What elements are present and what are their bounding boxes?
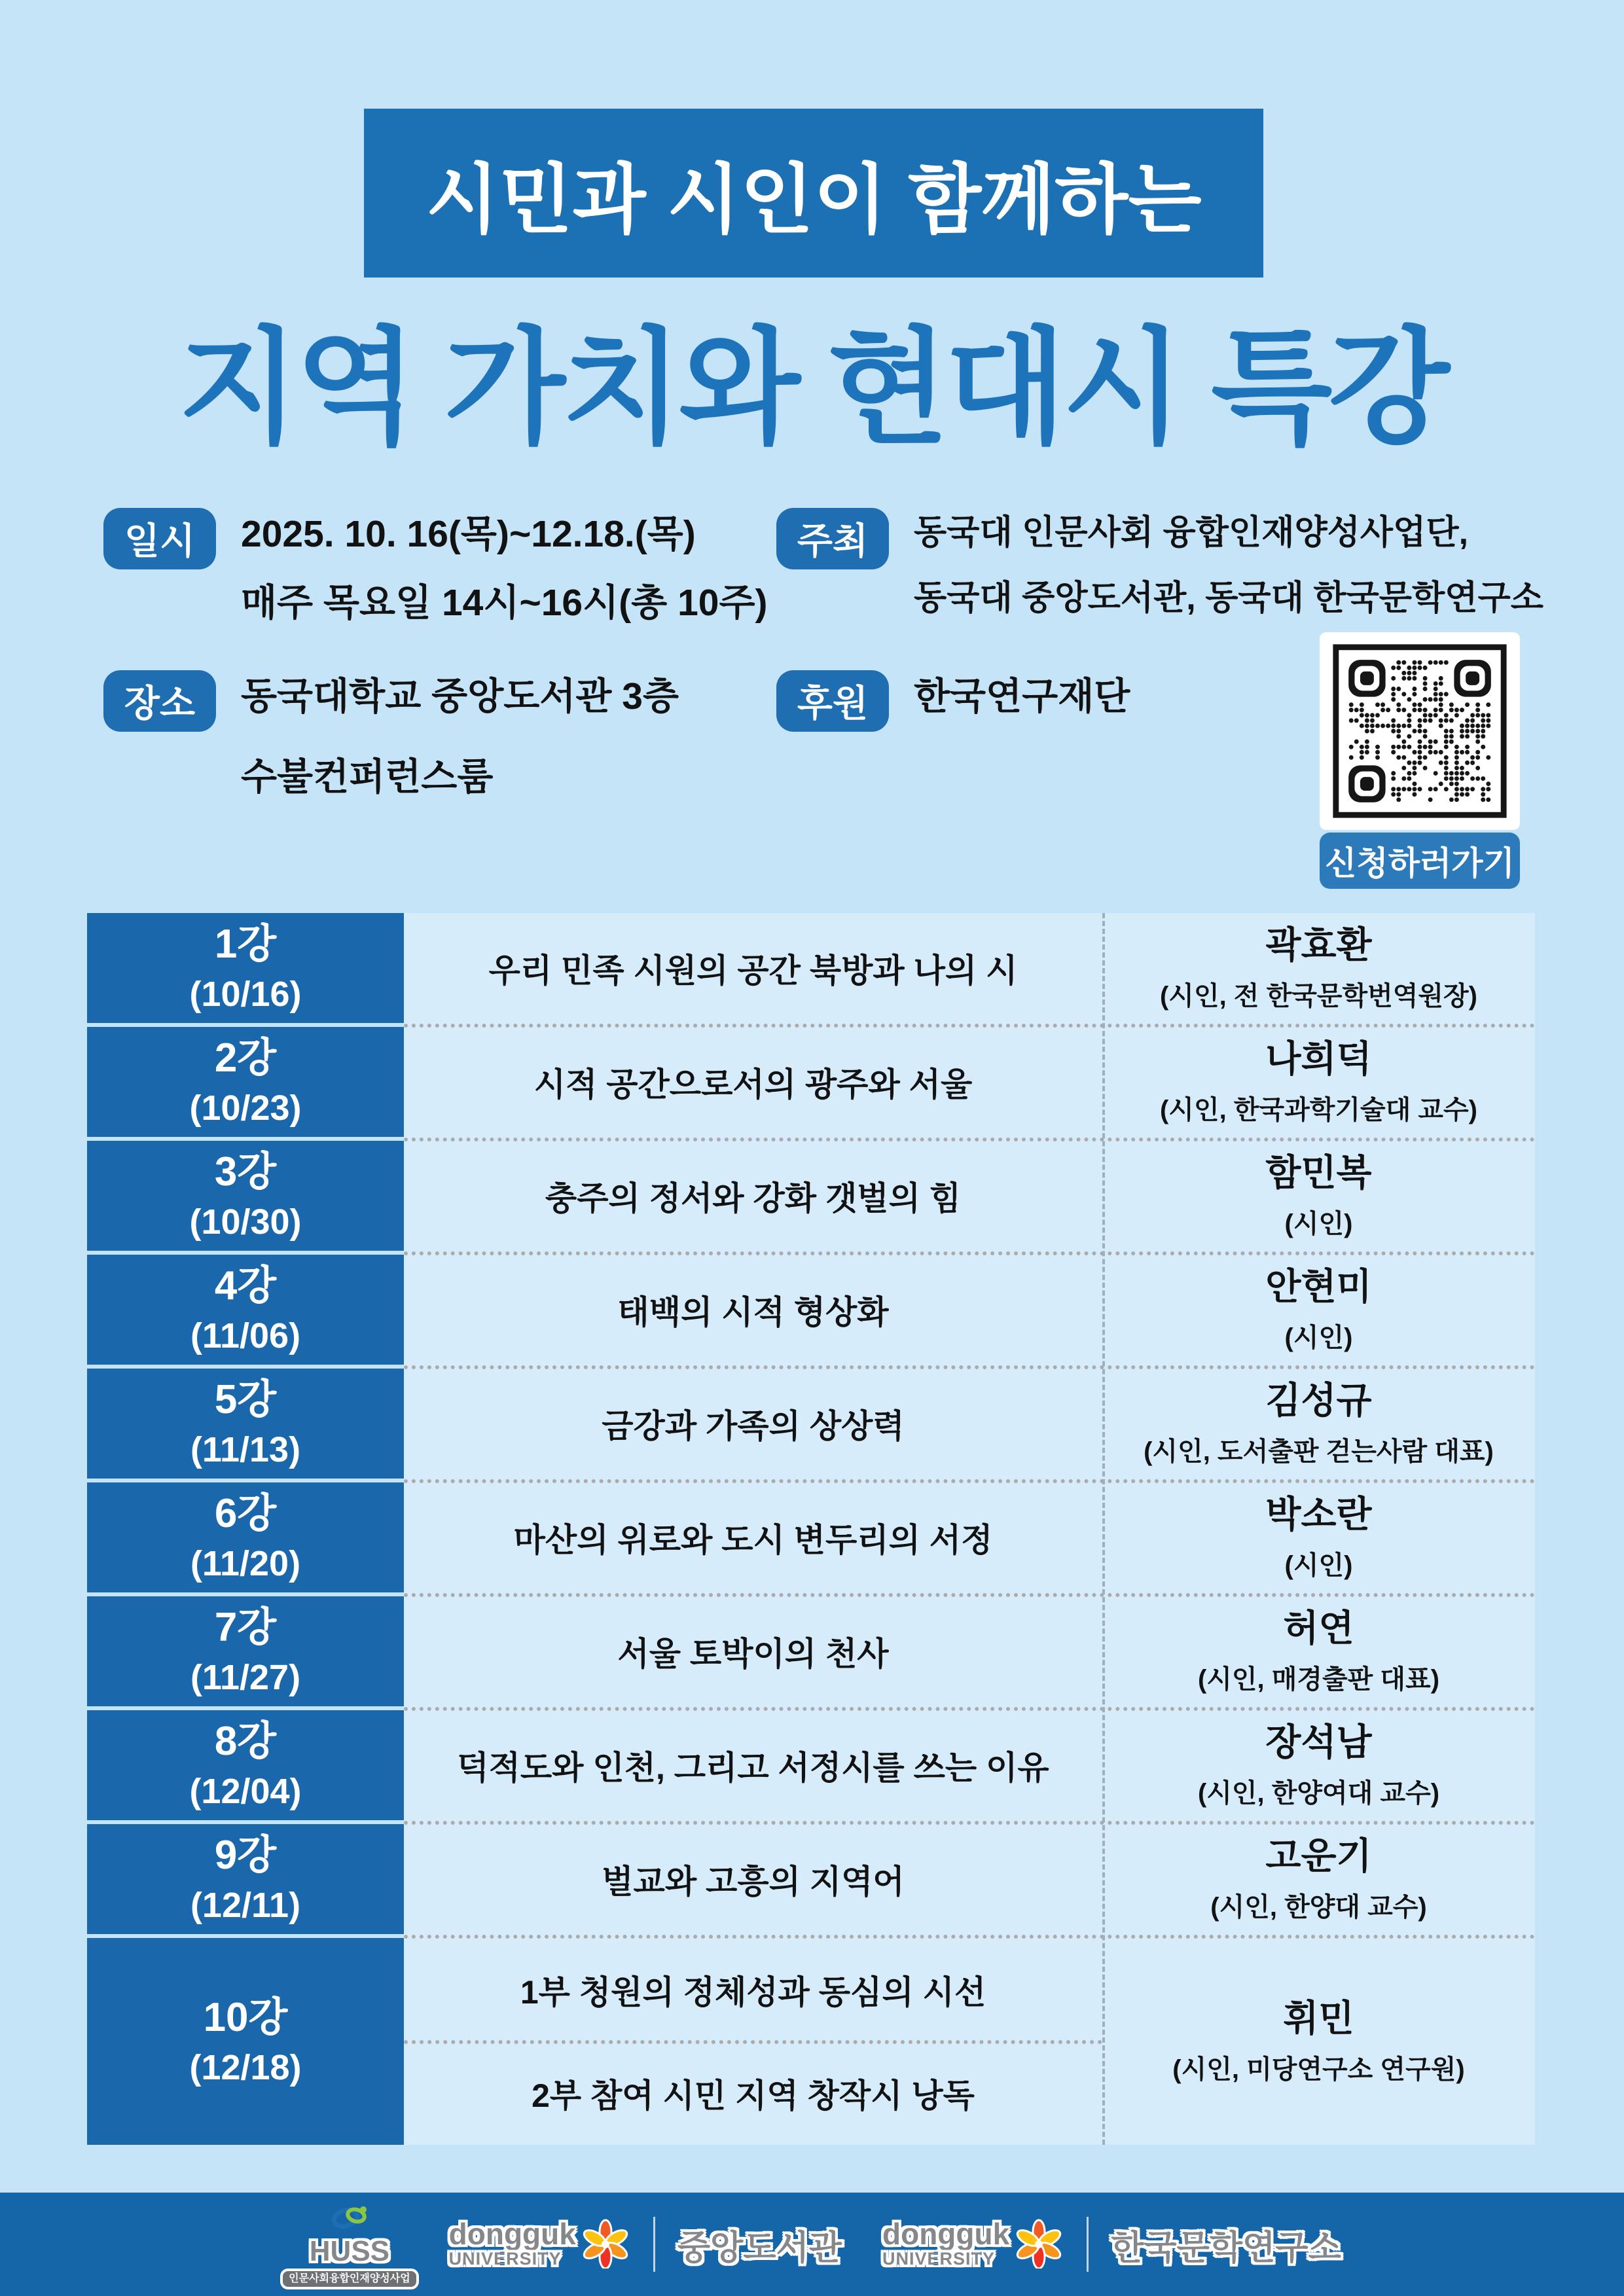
lecturer-cell — [1102, 1710, 1535, 1820]
lecture-part2: 2부 참여 시민 지역 창작시 낭독 — [532, 2077, 975, 2114]
lecturer-name: 고운기 — [1265, 1835, 1372, 1876]
session-number: 6강 — [214, 1491, 277, 1536]
venue-line1: 동국대학교 중앙도서관 3층 — [241, 675, 679, 717]
session-date: (11/27) — [190, 1658, 301, 1697]
session-date: (12/18) — [189, 2048, 302, 2087]
lecturer-name: 휘민 — [1283, 1998, 1354, 2039]
session-cell — [87, 1369, 404, 1479]
session-number: 9강 — [214, 1833, 277, 1878]
apply-button[interactable] — [1320, 833, 1520, 889]
table-row — [87, 1255, 1535, 1365]
session-cell — [87, 1938, 404, 2145]
table-row-last — [87, 1938, 1535, 2145]
lecturer-cell — [1102, 1824, 1535, 1934]
session-date: (12/04) — [189, 1772, 302, 1811]
top-banner — [364, 109, 1263, 278]
banner-text: 시민과 시인이 함께하는 — [425, 156, 1202, 242]
lecture-title-cell: 충주의 정서와 강화 갯벌의 힘 — [545, 1180, 962, 1217]
session-number: 4강 — [214, 1263, 277, 1308]
session-date: (11/06) — [190, 1316, 301, 1355]
lecturer-cell — [1102, 1369, 1535, 1479]
sponsor-label: 후원 — [776, 670, 889, 732]
lecturer-name: 함민복 — [1265, 1152, 1372, 1193]
lecture-title-cell: 벌교와 고흥의 지역어 — [602, 1863, 905, 1900]
footer-divider — [1087, 2217, 1089, 2272]
lecturer-name: 나희덕 — [1265, 1038, 1372, 1079]
table-row — [87, 1482, 1535, 1592]
session-cell — [87, 1596, 404, 1706]
schedule-label: 일시 — [103, 508, 216, 569]
lecturer-cell — [1102, 1027, 1535, 1137]
qr-code — [1320, 632, 1520, 830]
table-row — [87, 1824, 1535, 1934]
lecturer-affiliation: (시인, 매경출판 대표) — [1197, 1665, 1440, 1694]
session-number: 5강 — [214, 1377, 277, 1422]
lecture-table — [87, 913, 1535, 2145]
schedule-dates: 2025. 10. 16(목)~12.18.(목) — [241, 513, 696, 555]
lecturer-affiliation: (시인, 한양여대 교수) — [1197, 1779, 1440, 1808]
dongguk-flower-icon — [580, 2217, 631, 2272]
lecture-title-cell: 덕적도와 인천, 그리고 서정시를 쓰는 이유 — [457, 1749, 1049, 1786]
session-number: 2강 — [214, 1035, 277, 1081]
lecture-title-cell: 마산의 위로와 도시 변두리의 서정 — [513, 1522, 993, 1558]
lecturer-affiliation: (시인, 전 한국문학번역원장) — [1159, 982, 1478, 1011]
table-row — [87, 1710, 1535, 1820]
lecturer-name: 김성규 — [1265, 1380, 1372, 1421]
lecturer-cell — [1102, 1255, 1535, 1365]
page-title: 지역 가치와 현대시 특강 — [178, 317, 1446, 458]
session-number: 8강 — [214, 1719, 277, 1764]
session-number: 7강 — [214, 1605, 277, 1650]
huss-subtitle: 인문사회융합인재양성사업 — [283, 2271, 416, 2287]
session-date: (10/16) — [189, 975, 302, 1014]
lecture-title-cell: 태백의 시적 형상화 — [617, 1294, 889, 1331]
dongguk-flower-icon — [1013, 2217, 1064, 2272]
session-date: (11/20) — [190, 1544, 301, 1583]
lecturer-name: 안현미 — [1265, 1266, 1372, 1307]
lecturer-affiliation: (시인, 도서출판 걷는사람 대표) — [1144, 1437, 1494, 1466]
host-block — [776, 508, 1543, 615]
huss-name: HUSS — [309, 2234, 390, 2267]
lecturer-cell — [1102, 1482, 1535, 1592]
lecturer-name: 곽효환 — [1265, 924, 1372, 965]
venue-label: 장소 — [103, 670, 216, 732]
lecturer-cell — [1102, 913, 1535, 1023]
lecturer-name: 허연 — [1283, 1607, 1354, 1649]
lecturer-affiliation: (시인) — [1284, 1210, 1353, 1238]
session-cell — [87, 1141, 404, 1251]
lecturer-affiliation: (시인, 미당연구소 연구원) — [1172, 2055, 1465, 2084]
session-date: (10/30) — [189, 1202, 302, 1242]
lecturer-name: 박소란 — [1265, 1494, 1372, 1535]
sponsor-line1: 한국연구재단 — [914, 675, 1130, 717]
dongguk-logo: dongguk UNIVERSITY — [882, 2217, 1064, 2272]
session-cell — [87, 1027, 404, 1137]
session-date: (10/23) — [189, 1088, 302, 1128]
lecture-title-cell: 서울 토박이의 천사 — [617, 1636, 889, 1672]
lecturer-cell — [1102, 1938, 1535, 2145]
host-line1: 동국대 인문사회 융합인재양성사업단, — [914, 514, 1469, 552]
footer-divider — [653, 2217, 655, 2272]
institute-logo: 한국문학연구소 — [1111, 2229, 1341, 2267]
dongguk-logo: dongguk UNIVERSITY — [449, 2217, 631, 2272]
sponsor-block — [776, 670, 1130, 732]
host-line2: 동국대 중앙도서관, 동국대 한국문학연구소 — [914, 579, 1543, 617]
lecturer-name: 장석남 — [1265, 1721, 1372, 1763]
huss-icon — [329, 2202, 370, 2236]
session-number: 3강 — [214, 1149, 277, 1194]
apply-button-label: 신청하러가기 — [1325, 845, 1515, 882]
venue-block — [103, 670, 679, 796]
host-label: 주최 — [776, 508, 889, 569]
lecturer-affiliation: (시인) — [1284, 1323, 1353, 1352]
lecturer-cell — [1102, 1141, 1535, 1251]
session-cell — [87, 1482, 404, 1592]
schedule-block — [103, 508, 768, 622]
lecturer-affiliation: (시인) — [1284, 1551, 1353, 1580]
schedule-time: 매주 목요일 14시~16시(총 10주) — [241, 582, 768, 624]
lecture-part1: 1부 청원의 정체성과 동심의 시선 — [520, 1974, 986, 2011]
lecturer-affiliation: (시인, 한양대 교수) — [1210, 1893, 1427, 1922]
session-cell — [87, 1710, 404, 1820]
session-cell — [87, 1824, 404, 1934]
footer-bar — [0, 2193, 1624, 2296]
table-row — [87, 1141, 1535, 1251]
table-row — [87, 1369, 1535, 1479]
table-row — [87, 913, 1535, 1023]
session-cell — [87, 913, 404, 1023]
venue-line2: 수불컨퍼런스룸 — [241, 756, 494, 798]
table-row — [87, 1027, 1535, 1137]
huss-logo — [283, 2202, 416, 2287]
session-number: 10강 — [203, 1995, 288, 2040]
session-date: (11/13) — [190, 1430, 301, 1469]
session-date: (12/11) — [190, 1886, 301, 1925]
lecturer-cell — [1102, 1596, 1535, 1706]
lecture-title-cell: 시적 공간으로서의 광주와 서울 — [533, 1066, 973, 1103]
lecture-title-cell: 금강과 가족의 상상력 — [602, 1408, 905, 1444]
table-row — [87, 1596, 1535, 1706]
lecture-title-cell — [404, 1938, 1102, 2145]
session-number: 1강 — [214, 922, 277, 967]
session-cell — [87, 1255, 404, 1365]
lecturer-affiliation: (시인, 한국과학기술대 교수) — [1159, 1096, 1478, 1124]
library-logo: 중앙도서관 — [677, 2229, 842, 2267]
lecture-title-cell: 우리 민족 시원의 공간 북방과 나의 시 — [488, 952, 1018, 989]
